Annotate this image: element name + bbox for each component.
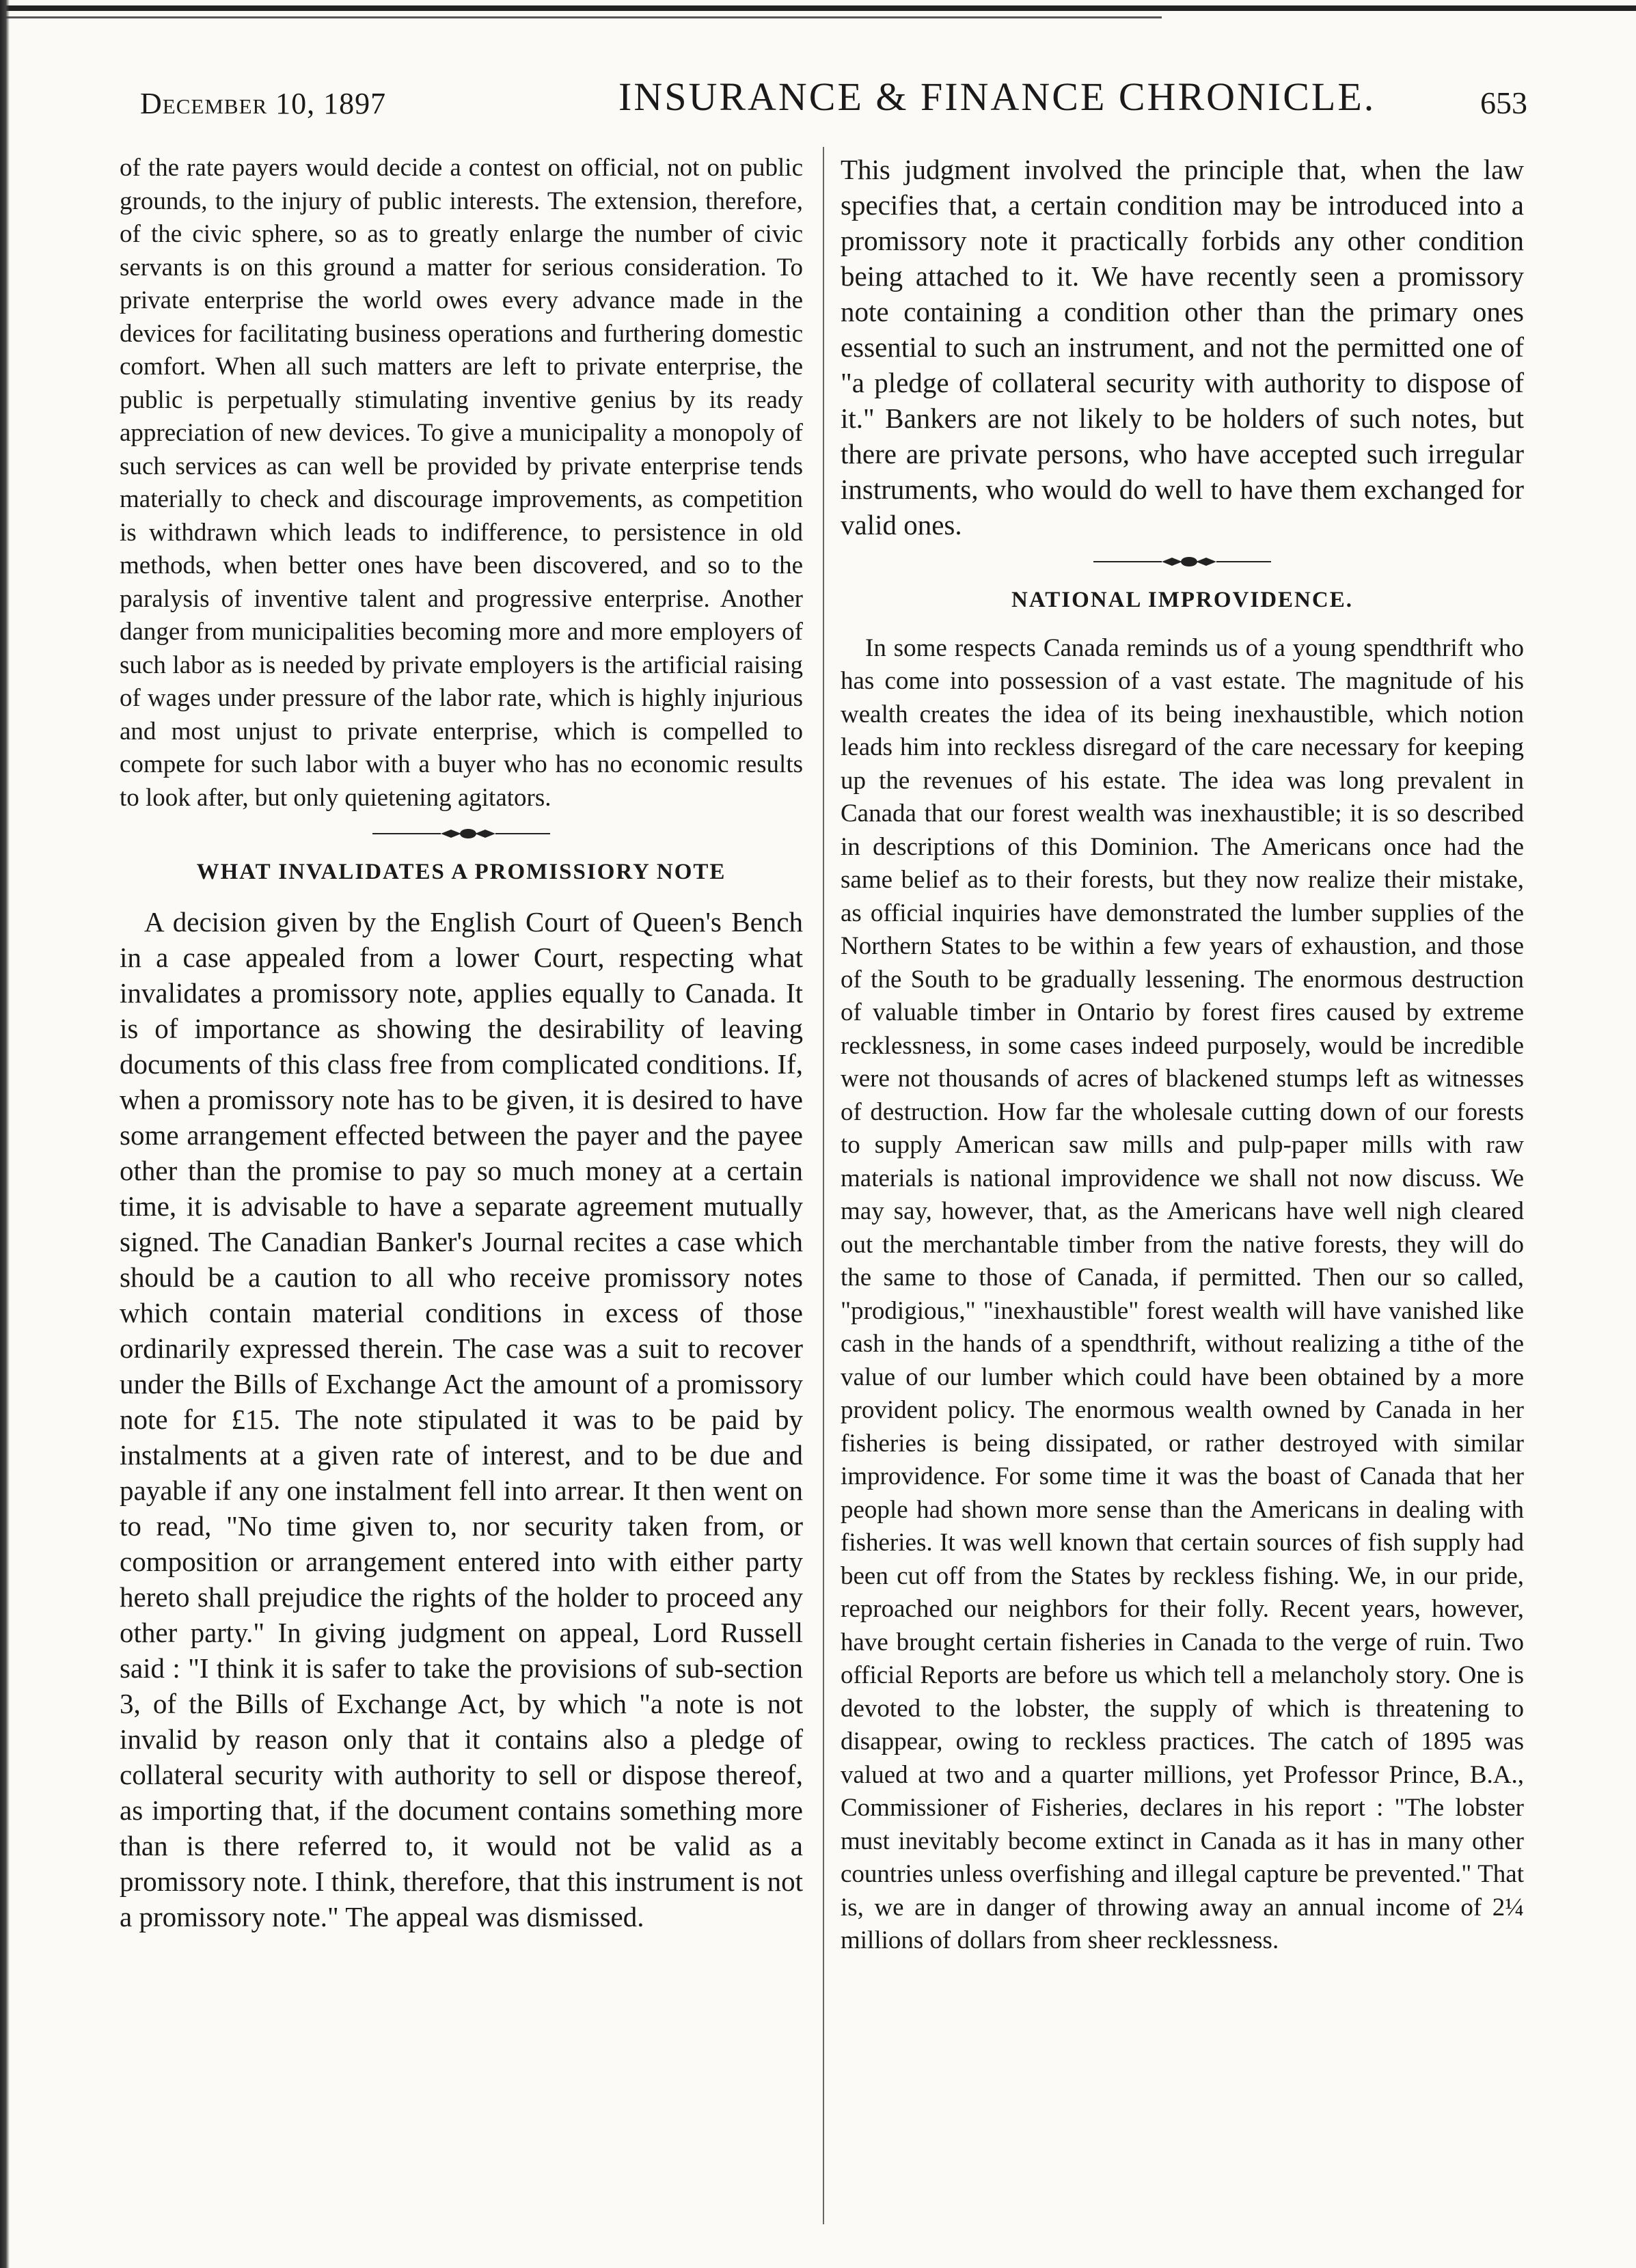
article-body-national-improvidence: In some respects Canada reminds us of a young spendthrift who has come into possession of a vast estate. The magnitude of his wealth creates the idea of its being inexhaustible, which notion leads him into reckless disregard of the care necessary for keeping up the revenues of his estate. The idea was long prevalent in Canada that our forest wealth was inexhaustible; it is so described in descriptions of this Dominion. The Americans once had the same belief as to their forests, but they now realize their mistake, as official inquiries have demonstrated the lumber supplies of the Northern States to be within a few years of exhaustion, and those of the South to be gradually lessening. The enormous destruction of valuable timber in Ontario by forest fires caused by extreme recklessness, in some cases indeed purposely, would be incredible were not thousands of acres of blackened stumps left as witnesses of destruction. How far the wholesale cutting down of our forests to supply American saw mills and pulp-paper mills with raw materials is national improvidence we shall not now discuss. We may say, however, that, as the Americans have well nigh cleared out the merchantable timber from the native forests, they will do the same to those of Canada, if permitted. Then our so called, "prodigious," "inexhaustible" forest wealth will have vanished like cash in the hands of a spendthrift, without realizing a tithe of the value of our lumber which could have been obtained by a more provident policy. The enormous wealth owned by Canada in her fisheries is being dissipated, or rather destroyed with similar improvidence. For some time it was the boast of Canada that her people had shown more sense than the Americans in dealing with fisheries. It was well known that certain sources of fish supply had been cut off from the States by reckless fishing. We, in our pride, reproached our neighbors for their folly. Recent years, however, have brought certain fisheries in Canada to the verge of ruin. Two official Reports are before us which tell a melancholy story. One is devoted to the lobster, the supply of which is threatening to disappear, owing to reckless practices. The catch of 1895 was valued at two and a quarter millions, yet Professor Prince, B.A., Commissioner of Fisheries, declares in his report : "The lobster must inevitably become extinct in Canada as it has in many other countries unless overfishing and illegal capture be prevented." That is, we are in danger of throwing away an annual income of 2¼ millions of dollars from sheer recklessness. bbox=[841, 633, 1524, 1954]
article-heading-national-improvidence: NATIONAL IMPROVIDENCE. bbox=[1011, 588, 1353, 612]
article-continuation-promissory-note: This judgment involved the principle that, when the law specifies that, a certain condition may be introduced into a promissory note it practically forbids any other condition being attached to it. We have recently seen a promissory note containing a condition other than the primary ones essential to such an instrument, and not the permitted one of "a pledge of collateral security with authority to dispose of it." Bankers are not likely to be holders of such notes, but there are private persons, who have accepted such irregular instruments, who would do well to have them exchanged for valid ones. bbox=[841, 154, 1524, 541]
top-rule bbox=[0, 5, 1636, 11]
top-rule-thin bbox=[0, 16, 1162, 18]
column-divider bbox=[823, 147, 824, 2224]
section-ornament-icon bbox=[1080, 555, 1285, 569]
issue-date: December 10, 1897 bbox=[140, 87, 387, 120]
section-ornament-icon bbox=[359, 827, 564, 841]
binding-edge bbox=[0, 0, 10, 2268]
article-continuation-text: of the rate payers would decide a contest on official, not on public grounds, to the injury of public interests. The extension, therefore, of the civic sphere, so as to greatly enlarge the number of civic servants is on this ground a matter for serious consideration. To private enterprise the world owes every advance made in the devices for facilitating business operations and furthering domestic comfort. When all such matters are left to private enterprise, the public is perpetually stimulating inventive genius by its ready appreciation of new devices. To give a municipality a monopoly of such services as can well be provided by private enterprise tends materially to check and discourage improvements, as competition is withdrawn which leads to indifference, to persistence in old methods, when better ones have been discovered, and so to the paralysis of inventive talent and progressive enterprise. Another danger from municipalities becoming more and more employers of such labor as is needed by private employers is the artificial raising of wages under pressure of the labor rate, which is highly injurious and most unjust to private enterprise, which is compelled to compete for such labor with a buyer who has no economic results to look after, but only quietening agitators. bbox=[120, 154, 803, 812]
left-column bbox=[120, 152, 803, 1935]
publication-title: INSURANCE & FINANCE CHRONICLE. bbox=[618, 74, 1376, 119]
page-number: 653 bbox=[1480, 85, 1527, 120]
right-column bbox=[841, 152, 1524, 1958]
article-heading-promissory-note: WHAT INVALIDATES A PROMISSIORY NOTE bbox=[196, 860, 726, 884]
page-header bbox=[140, 74, 1527, 135]
article-body-promissory-note: A decision given by the English Court of Queen's Bench in a case appealed from a lower Court, respecting what invalidates a promissory note, applies equally to Canada. It is of importance as showing the desirability of leaving documents of this class free from complicated conditions. If, when a promissory note has to be given, it is desired to have some arrangement effected between the payer and the payee other than the promise to pay so much money at a certain time, it is advisable to have a separate agreement mutually signed. The Canadian Banker's Journal recites a case which should be a caution to all who receive promissory notes which contain material conditions in excess of those ordinarily expressed therein. The case was a suit to recover under the Bills of Exchange Act the amount of a promissory note for £15. The note stipulated it was to be paid by instalments at a given rate of interest, and to be due and payable if any one instalment fell into arrear. It then went on to read, "No time given to, nor security taken from, or composition or arrangement entered into with either party hereto shall prejudice the rights of the holder to proceed any other party." In giving judgment on appeal, Lord Russell said : "I think it is safer to take the provisions of sub-section 3, of the Bills of Exchange Act, by which "a note is not invalid by reason only that it contains also a pledge of collateral security with authority to sell or dispose thereof, as importing that, if the document contains something more than is there referred to, it would not be valid as a promissory note. I think, therefore, that this instrument is not a promissory note." The appeal was dismissed. bbox=[120, 905, 803, 1932]
